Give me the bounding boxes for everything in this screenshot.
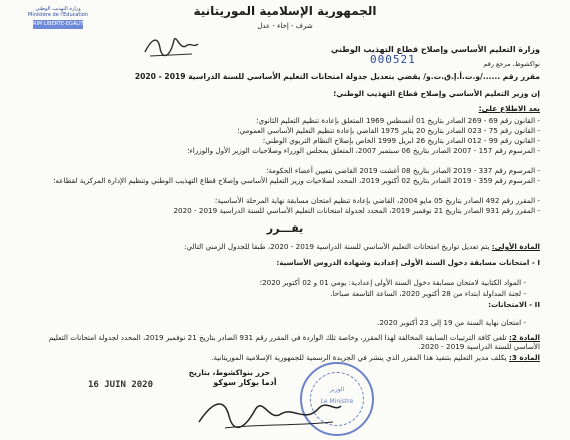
- ministry-logo: وزارة التهذيب الوطني Ministère de l'Education RIM LIBERTE-EGALITE: [28, 6, 89, 27]
- section-1-title: I - امتحانات مسابقة دخول السنة الأولى إعدادية وشهادة الدروس الأساسية:: [276, 258, 540, 267]
- republic-title: الجمهورية الإسلامية الموريتانية: [193, 4, 377, 18]
- intro-line: إن وزير التعليم الأساسي وإصلاح قطاع التهذيب الوطني؛: [333, 89, 540, 98]
- article-1-text: يتم تعديل تواريخ امتحانات التعليم الأساسي للسنة الدراسية 2019 - 2020، طبقا للجدول الزمني التالي:: [184, 242, 490, 251]
- article-2-label: المادة 2:: [508, 333, 540, 342]
- article-1-label: المادة الأولى:: [491, 242, 540, 251]
- article-3: [211, 353, 540, 362]
- decides-heading: يقـــرر: [266, 222, 304, 235]
- reference-item: - المرسوم رقم 157 - 2007 الصادر بتاريخ 06 سبتمبر 2007، المتعلق بمجلس الوزراء وصلاحيات الوزير الأول والوزراء؛: [187, 146, 540, 155]
- reference-item: - المرسوم رقم 359 - 2019 الصادر بتاريخ 02 أكتوبر 2019، المحدد لصلاحيات وزير التعليم الأساسي وإصلاح قطاع التهذيب الوطني وتنظيم الإدارة المركزية لقطاعه؛: [53, 176, 540, 185]
- reference-item: - المقرر رقم 492 الصادر بتاريخ 05 مايو 2004، القاضي بإعادة تنظيم امتحان مسابقة نهاية المرحلة الأساسية؛: [214, 196, 540, 205]
- reference-item: - القانون رقم 99 - 012 الصادر بتاريخ 26 ابريل 1999 الخاص بإصلاح النظام التربوي الوطني؛: [262, 136, 540, 145]
- official-seal: الوزير Le Ministre: [300, 362, 374, 436]
- signatory-name: أدما بوكار سوكو: [213, 378, 277, 387]
- reference-label: نواكشوط، مرجع رقم: [483, 60, 540, 68]
- article-2-text: تلغى كافة الترتيبات السابقة المخالفة لهذا المقرر، وخاصة تلك الواردة في المقرر رقم 931 الصادر بتاريخ 21 نوفمبر 2019، المحدد لجدولة امتحانات التعليم الأساسي للسنة الدراسية 2019 - 2020.: [48, 333, 540, 351]
- reference-item: - القانون رقم 69 - 269 الصادر بتاريخ 01 أغسطس 1969 المتعلق بإعادة تنظيم التعليم الثانوي؛: [256, 116, 540, 125]
- ministry-name: وزارة التعليم الأساسي وإصلاح قطاع التهذيب الوطني: [330, 45, 540, 54]
- after-review-heading: بعد الاطلاع على:: [478, 104, 540, 113]
- section-2-item: - امتحان نهاية السنة من 19 إلى 23 أكتوبر 2020.: [377, 318, 526, 327]
- article-3-text: يكلف مدير التعليم بتنفيذ هذا المقرر الذي ينشر في الجريدة الرسمية للجمهورية الإسلامية الموريتانية.: [211, 353, 507, 362]
- decision-title: مقرر رقم ....../و.ت.أ.إ.ق.ت.و/ يقضي بتعديل جدولة امتحانات التعليم الأساسي للسنة الدراسية 2019 - 2020: [134, 72, 540, 81]
- motto: شرف - إخاء - عدل: [257, 22, 313, 30]
- date-stamp: 16 JUIN 2020: [88, 380, 154, 390]
- article-3-label: المادة 3:: [508, 353, 540, 362]
- section-1-item: - لجنة المداولة ابتداء من 28 أكتوبر 2020، الساعة التاسعة صباحا.: [330, 289, 526, 298]
- reference-number: 000521: [370, 53, 416, 66]
- section-1-item: - المواد الكتابية لامتحان مسابقة دخول السنة الأولى إعدادية: يومي 01 و 02 أكتوبر 2020؛: [259, 278, 526, 287]
- article-2: [30, 333, 540, 351]
- reference-item: - المقرر رقم 931 الصادر بتاريخ 21 نوفمبر 2019، المحدد لجدولة امتحانات التعليم الأساسي للسنة الدراسية 2019 - 2020: [173, 206, 540, 215]
- minister-signature: [195, 392, 345, 436]
- signed-place: حرر بنواكشوط، بتاريخ: [188, 368, 270, 377]
- section-2-title: II - الامتحانات:: [488, 300, 540, 309]
- article-1: [184, 242, 540, 251]
- reference-item: - المرسوم رقم 337 - 2019 الصادر بتاريخ 08 أغشت 2019 القاضي بتعيين أعضاء الحكومة؛: [266, 166, 540, 175]
- reference-item: - القانون رقم 75 - 023 الصادر بتاريخ 20 يناير 1975 القاضي بإعادة تنظيم التعليم الأساسي العمومي؛: [237, 126, 540, 135]
